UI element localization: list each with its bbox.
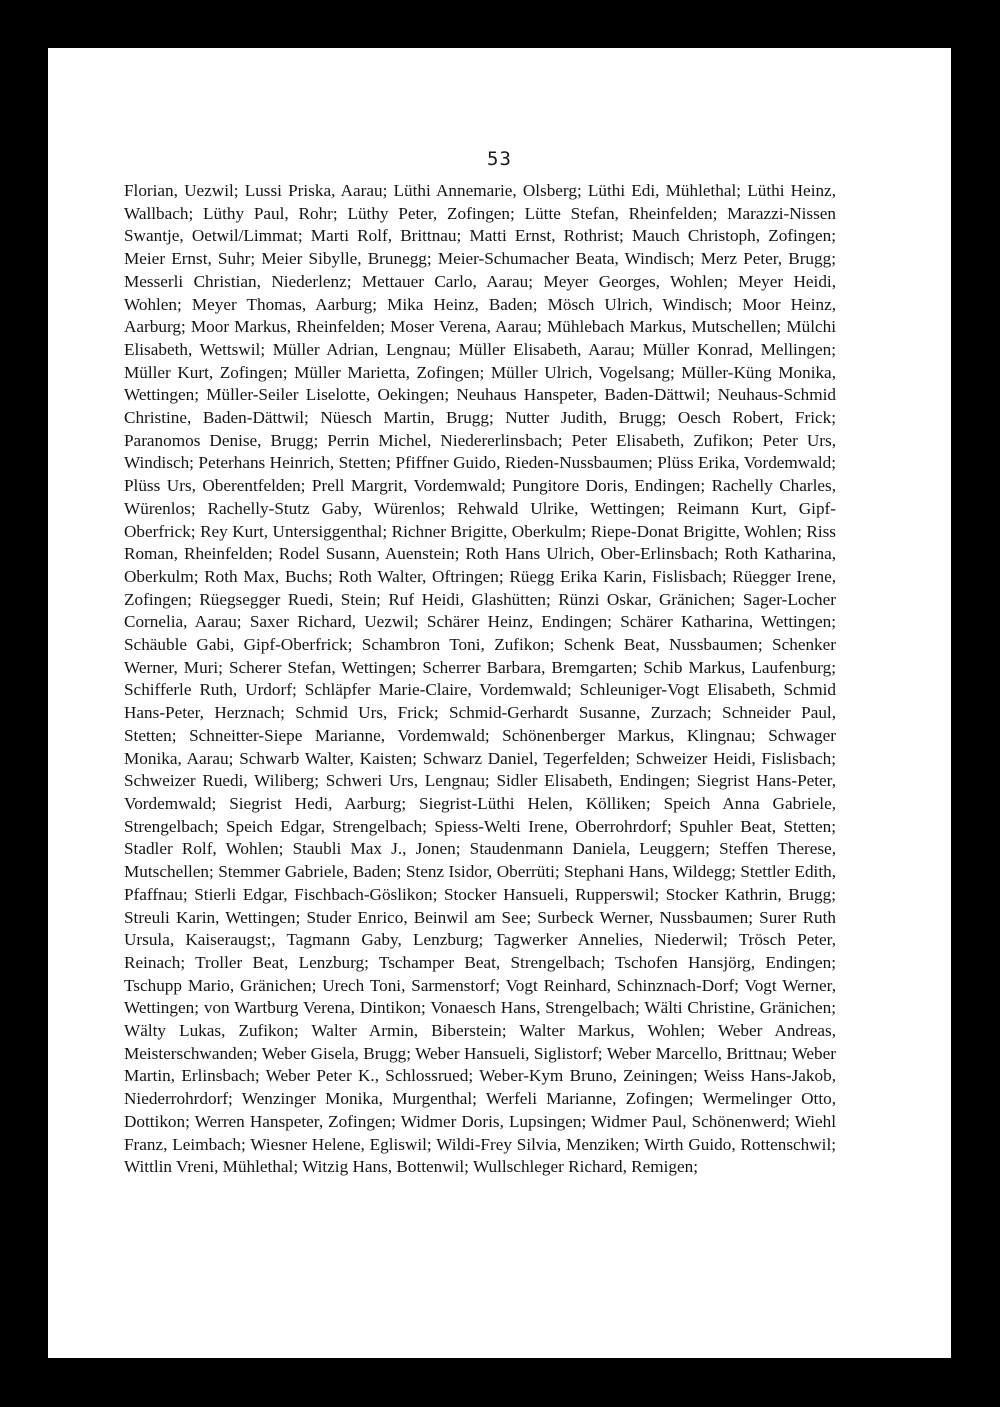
name-list-paragraph: Florian, Uezwil; Lussi Priska, Aarau; Lüthi Annemarie, Olsberg; Lüthi Edi, Mühlethal; Lüthi Heinz, Wallbach; Lüthy Paul, Rohr; Lüthy Peter, Zofingen; Lütte Stefan, Rheinfelden; Marazzi-Nissen Swantje, Oetwil/Limmat; Marti Rolf, Brittnau; Matti Ernst, Rothrist; Mauch Christoph, Zofingen; Meier Ernst, Suhr; Meier Sibylle, Brunegg; Meier-Schumacher Beata, Windisch; Merz Peter, Brugg; Messerli Christian, Niederlenz; Mettauer Carlo, Aarau; Meyer Georges, Wohlen; Meyer Heidi, Wohlen; Meyer Thomas, Aarburg; Mika Heinz, Baden; Mösch Ulrich, Windisch; Moor Heinz, Aarburg; Moor Markus, Rheinfelden; Moser Verena, Aarau; Mühlebach Markus, Mutschellen; Mülchi Elisabeth, Wettswil; Müller Adrian, Lengnau; Müller Elisabeth, Aarau; Müller Konrad, Mellingen; Müller Kurt, Zofingen; Müller Marietta, Zofingen; Müller Ulrich, Vogelsang; Müller-Küng Monika, Wettingen; Müller-Seiler Liselotte, Oekingen; Neuhaus Hanspeter, Baden-Dättwil; Neuhaus-Schmid Christine, Baden-Dättwil; Nüesch Martin, Brugg; Nutter Judith, Brugg; Oesch Robert, Frick; Paranomos Denise, Brugg; Perrin Michel, Niedererlinsbach; Peter Elisabeth, Zufikon; Peter Urs, Windisch; Peterhans Heinrich, Stetten; Pfiffner Guido, Rieden-Nussbaumen; Plüss Erika, Vordemwald; Plüss Urs, Oberentfelden; Prell Margrit, Vordemwald; Pungitore Doris, Endingen; Rachelly Charles, Würenlos; Rachelly-Stutz Gaby, Würenlos; Rehwald Ulrike, Wettingen; Reimann Kurt, Gipf-Oberfrick; Rey Kurt, Untersiggenthal; Richner Brigitte, Oberkulm; Riepe-Donat Brigitte, Wohlen; Riss Roman, Rheinfelden; Rodel Susann, Auenstein; Roth Hans Ulrich, Ober-Erlinsbach; Roth Katharina, Oberkulm; Roth Max, Buchs; Roth Walter, Oftringen; Rüegg Erika Karin, Fislisbach; Rüegger Irene, Zofingen; Rüegsegger Ruedi, Stein; Ruf Heidi, Glashütten; Rünzi Oskar, Gränichen; Sager-Locher Cornelia, Aarau; Saxer Richard, Uezwil; Schärer Heinz, Endingen; Schärer Katharina, Wettingen; Schäuble Gabi, Gipf-Oberfrick; Schambron Toni, Zufikon; Schenk Beat, Nussbaumen; Schenker Werner, Muri; Scherer Stefan, Wettingen; Scherrer Barbara, Bremgarten; Schib Markus, Laufenburg; Schifferle Ruth, Urdorf; Schläpfer Marie-Claire, Vordemwald; Schleuniger-Vogt Elisabeth, Schmid Hans-Peter, Herznach; Schmid Urs, Frick; Schmid-Gerhardt Susanne, Zurzach; Schneider Paul, Stetten; Schneitter-Siepe Marianne, Vordemwald; Schönenberger Markus, Klingnau; Schwager Monika, Aarau; Schwarb Walter, Kaisten; Schwarz Daniel, Tegerfelden; Schweizer Heidi, Fislisbach; Schweizer Ruedi, Wiliberg; Schweri Urs, Lengnau; Sidler Elisabeth, Endingen; Siegrist Hans-Peter, Vordemwald; Siegrist Hedi, Aarburg; Siegrist-Lüthi Helen, Kölliken; Speich Anna Gabriele, Strengelbach; Speich Edgar, Strengelbach; Spiess-Welti Irene, Oberrohrdorf; Spuhler Beat, Stetten; Stadler Rolf, Wohlen; Staubli Max J., Jonen; Staudenmann Daniela, Leuggern; Steffen Therese, Mutschellen; Stemmer Gabriele, Baden; Stenz Isidor, Oberrüti; Stephani Hans, Wildegg; Stettler Edith, Pfaffnau; Stierli Edgar, Fischbach-Göslikon; Stocker Hansueli, Rupperswil; Stocker Kathrin, Brugg; Streuli Karin, Wettingen; Studer Enrico, Beinwil am See; Surbeck Werner, Nussbaumen; Surer Ruth Ursula, Kaiseraugst;, Tagmann Gaby, Lenzburg; Tagwerker Annelies, Niederwil; Trösch Peter, Reinach; Troller Beat, Lenzburg; Tschamper Beat, Strengelbach; Tschofen Hansjörg, Endingen; Tschupp Mario, Gränichen; Urech Toni, Sarmenstorf; Vogt Reinhard, Schinznach-Dorf; Vogt Werner, Wettingen; von Wartburg Verena, Dintikon; Vonaesch Hans, Strengelbach; Wälti Christine, Gränichen; Wälty Lukas, Zufikon; Walter Armin, Biberstein; Walter Markus, Wohlen; Weber Andreas, Meisterschwanden; Weber Gisela, Brugg; Weber Hansueli, Siglistorf; Weber Marcello, Brittnau; Weber Martin, Erlinsbach; Weber Peter K., Schlossrued; Weber-Kym Bruno, Zeiningen; Weiss Hans-Jakob, Niederrohrdorf; Wenzinger Monika, Murgenthal; Werfeli Marianne, Zofingen; Wermelinger Otto, Dottikon; Werren Hanspeter, Zofingen; Widmer Doris, Lupsingen; Widmer Paul, Schönenwerd; Wiehl Franz, Leimbach; Wiesner Helene, Egliswil; Wildi-Frey Silvia, Menziken; Wirth Guido, Rottenschwil; Wittlin Vreni, Mühlethal; Witzig Hans, Bottenwil; Wullschleger Richard, Remigen; bbox=[124, 181, 836, 1177]
scanned-page bbox=[48, 48, 951, 1358]
page-number: 53 bbox=[487, 148, 512, 170]
